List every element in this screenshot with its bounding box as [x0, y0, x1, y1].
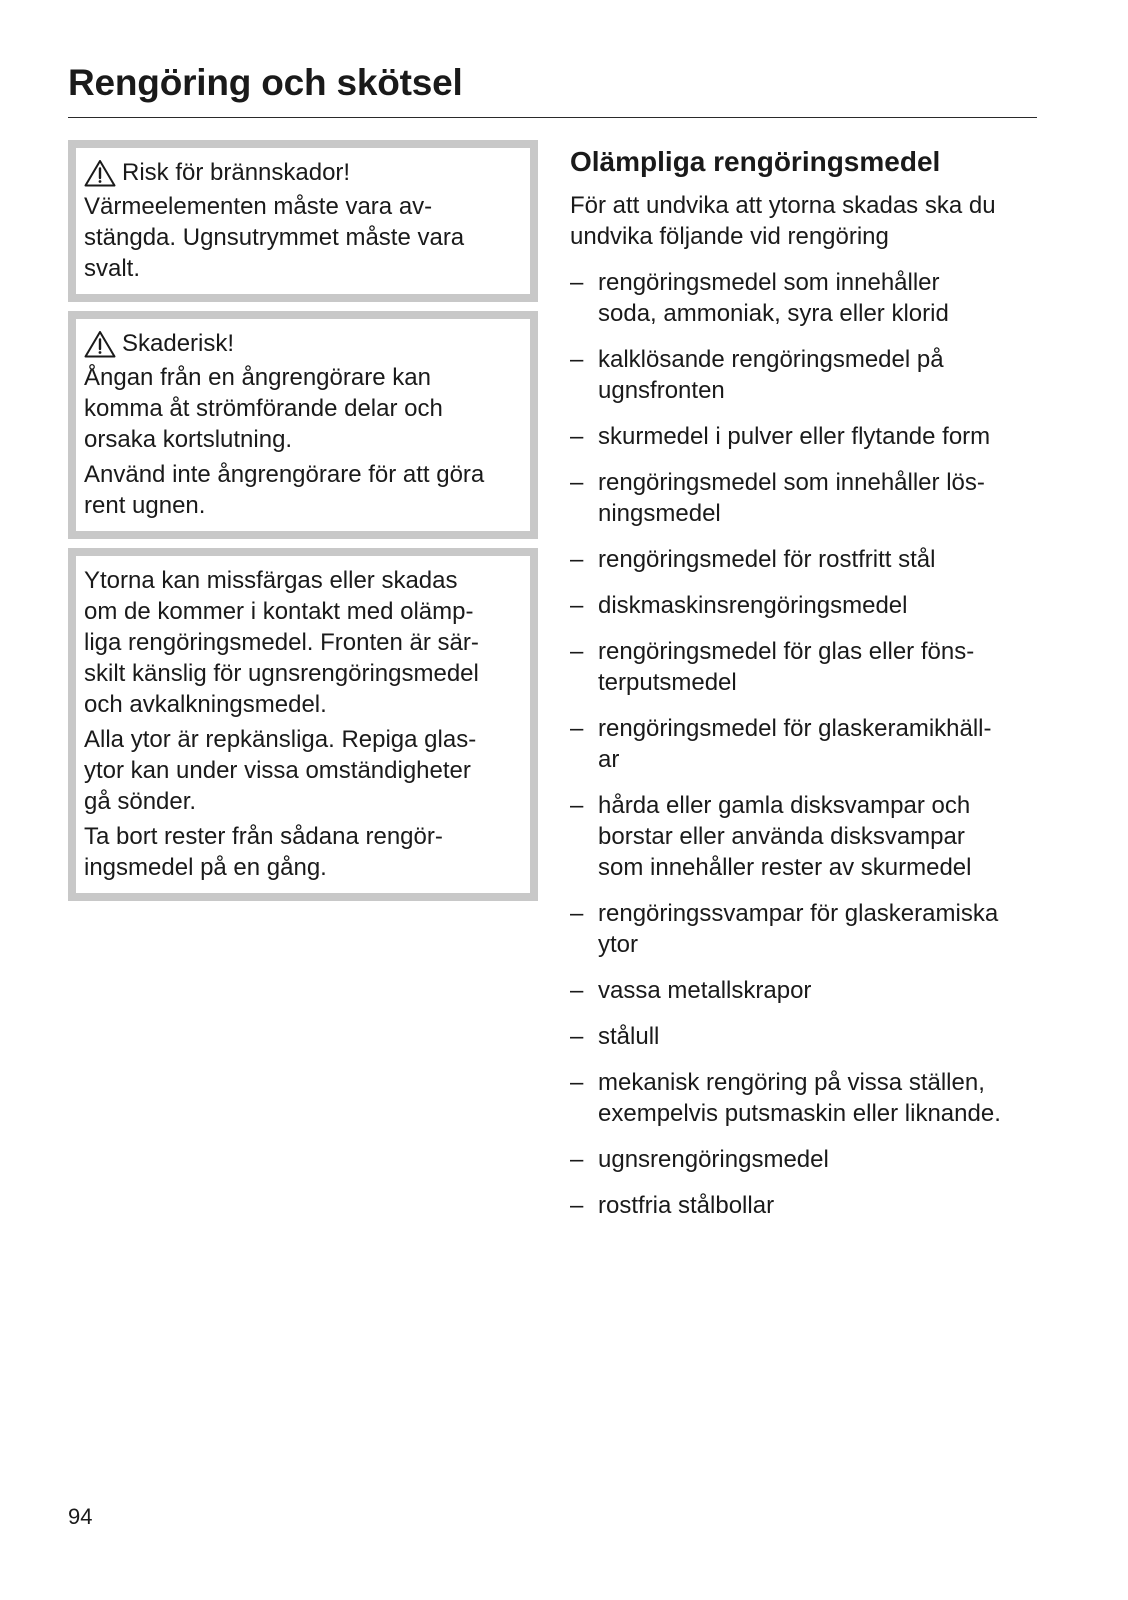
page-title: Rengöring och skötsel — [68, 62, 463, 103]
page-number: 94 — [68, 1504, 93, 1529]
list-item-text: mekanisk rengöring på vissa ställen, exempelvis putsmaskin eller liknande. — [598, 1069, 1001, 1127]
list-item — [570, 344, 1050, 406]
warning-heading: Skaderisk! — [122, 330, 235, 357]
bullet-dash: – — [570, 900, 584, 927]
list-item — [570, 1190, 1050, 1221]
bullet-dash: – — [570, 1069, 584, 1096]
warning-text: Värmeelementen måste vara av- stängda. Ugnsutrymmet måste vara svalt. — [84, 193, 465, 282]
list-item-text: rengöringsmedel som innehåller soda, ammoniak, syra eller klorid — [598, 269, 949, 327]
bullet-dash: – — [570, 715, 584, 742]
title-divider — [68, 117, 1037, 118]
damage-warning-box — [68, 311, 538, 539]
list-item — [570, 713, 1050, 775]
unsuitable-cleaners-section — [570, 140, 1050, 1236]
list-item — [570, 1021, 1050, 1052]
bullet-dash: – — [570, 346, 584, 373]
list-item — [570, 467, 1050, 529]
notice-text: Ta bort rester från sådana rengör- ingsmedel på en gång. — [84, 823, 443, 881]
list-item-text: diskmaskinsrengöringsmedel — [598, 592, 908, 619]
warning-heading-row — [84, 157, 522, 188]
warnings-column — [68, 140, 538, 910]
unsuitable-cleaners-list — [570, 267, 1050, 1221]
list-item-text: rostfria stålbollar — [598, 1192, 775, 1219]
list-item — [570, 898, 1050, 960]
bullet-dash: – — [570, 269, 584, 296]
list-item — [570, 1067, 1050, 1129]
list-item — [570, 267, 1050, 329]
warning-text: Ångan från en ångrengörare kan komma åt strömförande delar och orsaka kortslutning. — [84, 364, 443, 453]
list-item-text: rengöringsmedel för rostfritt stål — [598, 546, 936, 573]
list-item — [570, 544, 1050, 575]
surface-notice-box — [68, 548, 538, 901]
list-item-text: kalklösande rengöringsmedel på ugnsfronten — [598, 346, 944, 404]
list-item — [570, 421, 1050, 452]
list-item-text: skurmedel i pulver eller flytande form — [598, 423, 991, 450]
warning-heading: Risk för brännskador! — [122, 159, 351, 186]
list-item-text: rengöringsmedel för glaskeramikhäll- ar — [598, 715, 992, 773]
list-item-text: vassa metallskrapor — [598, 977, 812, 1004]
list-item — [570, 975, 1050, 1006]
bullet-dash: – — [570, 1146, 584, 1173]
list-item-text: hårda eller gamla disksvampar och borstar eller använda disksvampar som innehåller rester av skurmedel — [598, 792, 972, 881]
warning-triangle-icon — [84, 330, 116, 358]
list-item-text: ugnsrengöringsmedel — [598, 1146, 829, 1173]
section-intro: För att undvika att ytorna skadas ska du undvika följande vid rengöring — [570, 192, 996, 250]
list-item — [570, 790, 1050, 883]
notice-text: Ytorna kan missfärgas eller skadas om de kommer i kontakt med olämp- liga rengöringsmedel. Fronten är sär- skilt känslig för ugnsrengöringsmedel och avkalkningsmedel. — [84, 567, 479, 718]
warning-text: Använd inte ångrengörare för att göra rent ugnen. — [84, 461, 485, 519]
bullet-dash: – — [570, 592, 584, 619]
list-item-text: rengöringssvampar för glaskeramiska ytor — [598, 900, 999, 958]
list-item — [570, 1144, 1050, 1175]
bullet-dash: – — [570, 638, 584, 665]
bullet-dash: – — [570, 1023, 584, 1050]
bullet-dash: – — [570, 1192, 584, 1219]
warning-triangle-icon — [84, 159, 116, 187]
bullet-dash: – — [570, 792, 584, 819]
list-item-text: rengöringsmedel för glas eller föns- terputsmedel — [598, 638, 975, 696]
bullet-dash: – — [570, 469, 584, 496]
bullet-dash: – — [570, 423, 584, 450]
burn-warning-box — [68, 140, 538, 302]
list-item-text: stålull — [598, 1023, 660, 1050]
list-item — [570, 636, 1050, 698]
bullet-dash: – — [570, 977, 584, 1004]
notice-text: Alla ytor är repkänsliga. Repiga glas- ytor kan under vissa omständigheter gå sönder. — [84, 726, 477, 815]
section-heading: Olämpliga rengöringsmedel — [570, 146, 941, 177]
list-item — [570, 590, 1050, 621]
bullet-dash: – — [570, 546, 584, 573]
list-item-text: rengöringsmedel som innehåller lös- ningsmedel — [598, 469, 985, 527]
warning-heading-row — [84, 328, 522, 359]
